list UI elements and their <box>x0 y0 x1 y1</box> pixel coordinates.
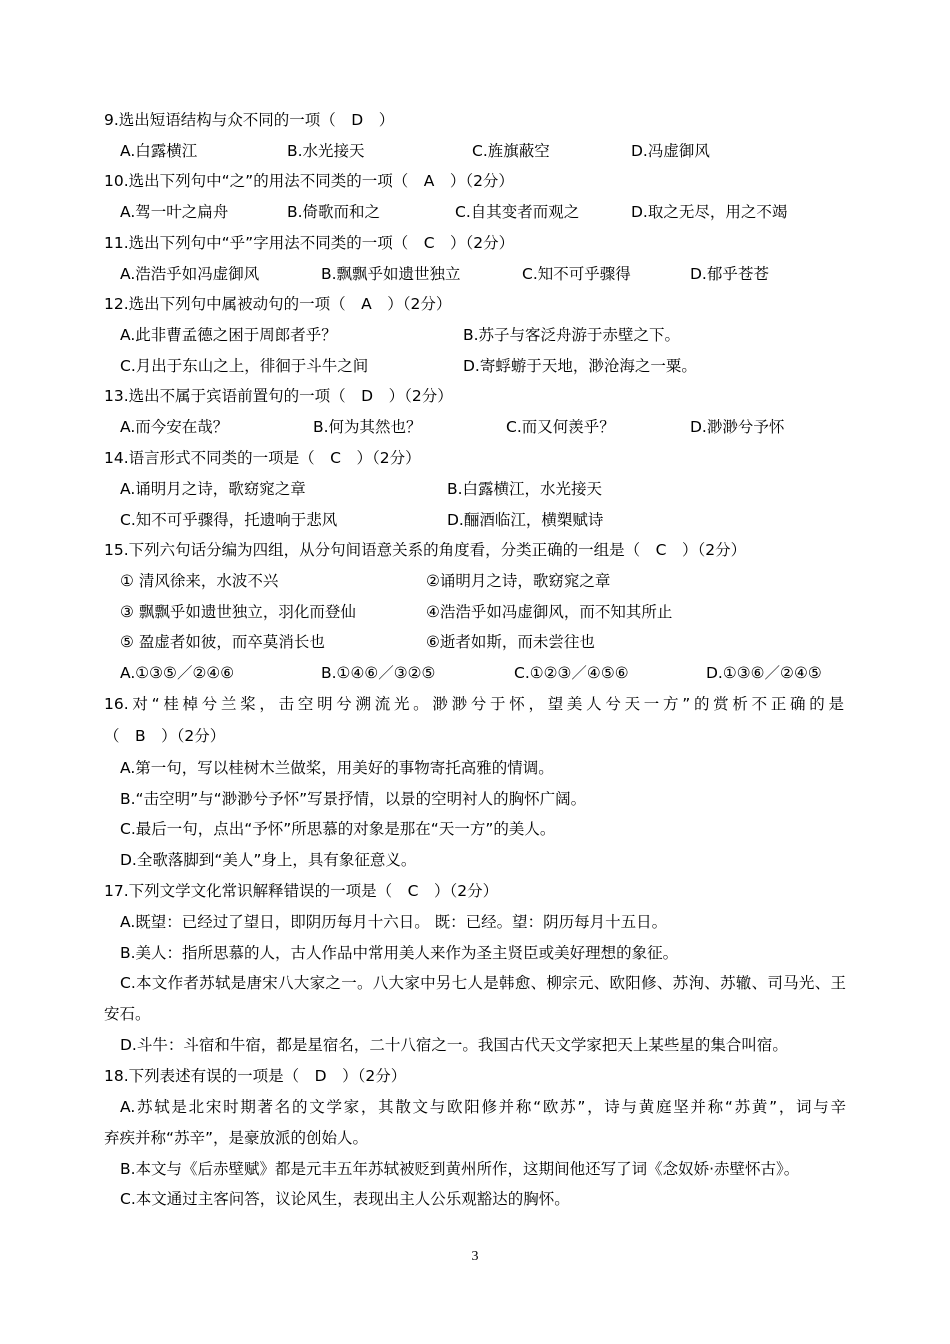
question-17-option-d: D.斗牛：斗宿和牛宿，都是星宿名，二十八宿之一。我国古代天文学家把天上某些星的集合叫宿。 <box>120 1036 788 1054</box>
question-16-option-d: D.全歌落脚到“美人”身上，具有象征意义。 <box>120 851 417 869</box>
question-14-option-c: C.知不可乎骤得，托遗响于悲风 <box>120 511 338 529</box>
question-15-option-d: D.①③⑥／②④⑤ <box>706 664 822 682</box>
question-15-item-4: ④浩浩乎如冯虚御风，而不知其所止 <box>426 603 673 621</box>
question-16-stem-line1: 16.对“桂棹兮兰桨，击空明兮溯流光。渺渺兮于怀，望美人兮天一方”的赏析不正确的是 <box>104 695 844 713</box>
question-16-option-c: C.最后一句，点出“予怀”所思慕的对象是那在“天一方”的美人。 <box>120 820 556 838</box>
question-15-item-1: ① 清风徐来，水波不兴 <box>120 572 279 590</box>
question-16-option-a: A.第一句，写以桂树木兰做桨，用美好的事物寄托高雅的情调。 <box>120 759 554 777</box>
question-18-stem: 18.下列表述有误的一项是（ D ）（2分） <box>104 1067 407 1085</box>
question-11-option-a: A.浩浩乎如冯虚御风 <box>120 265 260 283</box>
question-15-item-3: ③ 飘飘乎如遗世独立，羽化而登仙 <box>120 603 356 621</box>
question-10-option-c: C.自其变者而观之 <box>455 203 580 221</box>
question-12-stem: 12.选出下列句中属被动句的一项（ A ）（2分） <box>104 295 452 313</box>
question-10-stem: 10.选出下列句中“之”的用法不同类的一项（ A ）（2分） <box>104 172 514 190</box>
question-17-option-c-line1: C.本文作者苏轼是唐宋八大家之一。八大家中另七人是韩愈、柳宗元、欧阳修、苏洵、苏辙、司马光、王 <box>120 974 846 992</box>
page-number: 3 <box>471 1249 479 1264</box>
question-14-stem: 14.语言形式不同类的一项是（ C ）（2分） <box>104 449 421 467</box>
question-15-item-6: ⑥逝者如斯，而未尝往也 <box>426 633 595 651</box>
question-11-option-d: D.郁乎苍苍 <box>690 265 769 283</box>
question-17-option-a: A.既望：已经过了望日，即阴历每月十六日。 既：已经。望：阴历每月十五日。 <box>120 913 668 931</box>
question-18-option-b: B.本文与《后赤壁赋》都是元丰五年苏轼被贬到黄州所作，这期间他还写了词《念奴娇·赤壁怀古》。 <box>120 1160 800 1178</box>
question-13-option-b: B.何为其然也？ <box>313 418 422 436</box>
question-17-stem: 17.下列文学文化常识解释错误的一项是（ C ）（2分） <box>104 882 499 900</box>
question-11-option-b: B.飘飘乎如遗世独立 <box>321 265 461 283</box>
question-15-stem: 15.下列六句话分编为四组，从分句间语意关系的角度看，分类正确的一组是（ C ）（2分） <box>104 541 747 559</box>
question-10-option-b: B.倚歌而和之 <box>287 203 381 221</box>
question-9-option-c: C.旌旗蔽空 <box>472 142 550 160</box>
question-15-item-5: ⑤ 盈虚者如彼，而卒莫消长也 <box>120 633 325 651</box>
question-9-option-a: A.白露横江 <box>120 142 198 160</box>
question-12-option-d: D.寄蜉蝣于天地，渺沧海之一粟。 <box>463 357 697 375</box>
question-9-option-b: B.水光接天 <box>287 142 365 160</box>
question-17-option-c-line2: 安石。 <box>104 1005 151 1023</box>
question-15-option-a: A.①③⑤／②④⑥ <box>120 664 235 682</box>
question-18-option-a-line2: 弃疾并称“苏辛”，是豪放派的创始人。 <box>104 1129 369 1147</box>
question-14-option-b: B.白露横江，水光接天 <box>447 480 603 498</box>
question-10-option-a: A.驾一叶之扁舟 <box>120 203 229 221</box>
question-13-option-c: C.而又何羡乎？ <box>506 418 615 436</box>
question-15-option-b: B.①④⑥／③②⑤ <box>321 664 436 682</box>
question-15-option-c: C.①②③／④⑤⑥ <box>514 664 629 682</box>
question-13-option-a: A.而今安在哉？ <box>120 418 229 436</box>
question-14-option-a: A.诵明月之诗，歌窈窕之章 <box>120 480 306 498</box>
question-18-option-c: C.本文通过主客问答，议论风生，表现出主人公乐观豁达的胸怀。 <box>120 1190 570 1208</box>
question-18-option-a-line1: A.苏轼是北宋时期著名的文学家，其散文与欧阳修并称“欧苏”，诗与黄庭坚并称“苏黄”，词与辛 <box>120 1098 846 1116</box>
question-11-stem: 11.选出下列句中“乎”字用法不同类的一项（ C ）（2分） <box>104 234 515 252</box>
question-9-stem: 9.选出短语结构与众不同的一项（ D ） <box>104 111 395 129</box>
question-12-option-b: B.苏子与客泛舟游于赤壁之下。 <box>463 326 681 344</box>
question-16-option-b: B.“击空明”与“渺渺兮予怀”写景抒情，以景的空明衬人的胸怀广阔。 <box>120 790 587 808</box>
question-12-option-a: A.此非曹孟德之困于周郎者乎？ <box>120 326 337 344</box>
question-15-item-2: ②诵明月之诗，歌窈窕之章 <box>426 572 611 590</box>
question-14-option-d: D.酾酒临江，横槊赋诗 <box>447 511 604 529</box>
question-16-stem-line2: （ B ）（2分） <box>104 727 226 745</box>
question-9-option-d: D.冯虚御风 <box>631 142 710 160</box>
question-17-option-b: B.美人：指所思慕的人，古人作品中常用美人来作为圣主贤臣或美好理想的象征。 <box>120 944 679 962</box>
question-13-option-d: D.渺渺兮予怀 <box>690 418 785 436</box>
question-13-stem: 13.选出不属于宾语前置句的一项（ D ）（2分） <box>104 387 453 405</box>
question-11-option-c: C.知不可乎骤得 <box>522 265 631 283</box>
question-10-option-d: D.取之无尽，用之不竭 <box>631 203 788 221</box>
question-12-option-c: C.月出于东山之上，徘徊于斗牛之间 <box>120 357 369 375</box>
